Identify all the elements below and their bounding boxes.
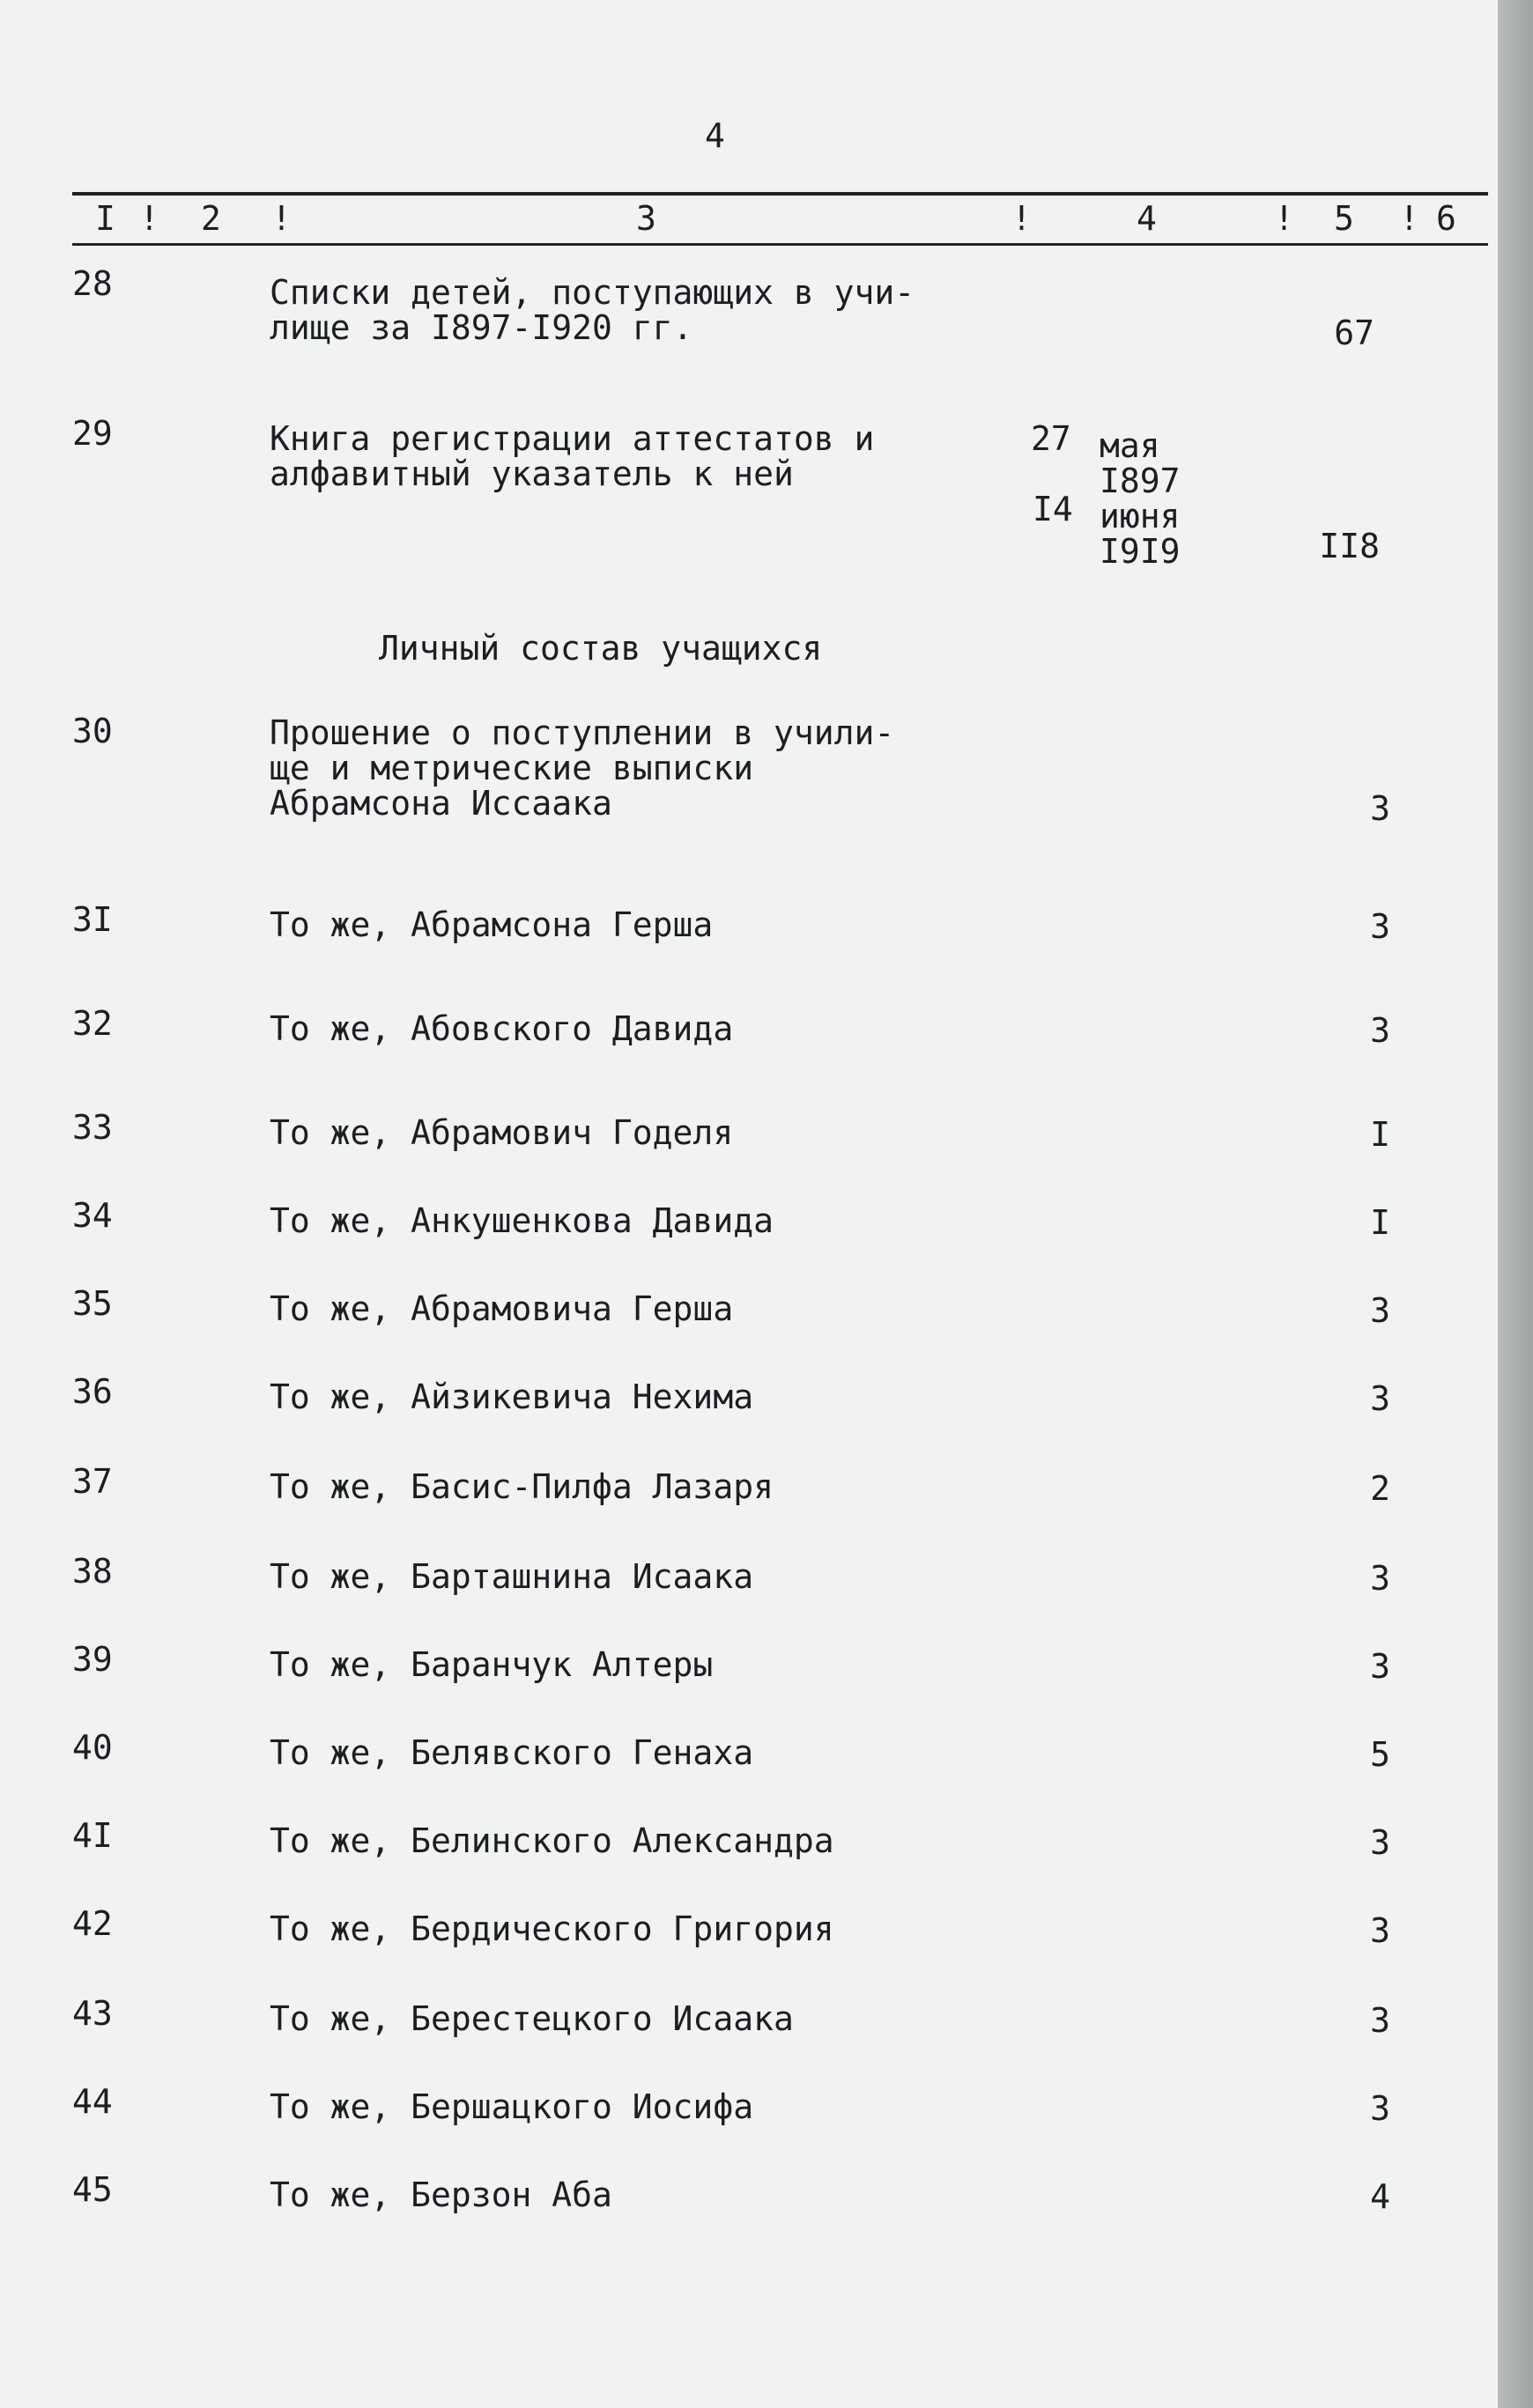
col-header-5: 5 (1334, 199, 1356, 238)
entry-number: 3I (72, 900, 113, 939)
table-header-bottom-rule (72, 243, 1488, 246)
entry-title: Прошение о поступлении в учили- ще и метрические выписки Абрамсона Иссаака (270, 713, 895, 823)
entry-number: 45 (72, 2170, 113, 2209)
entry-title: То же, Бершацкого Иосифа (270, 2087, 754, 2126)
date-from-day: 27 (1031, 419, 1071, 458)
entry-sheet-count: 3 (1370, 1291, 1390, 1330)
date-to-day: I4 (1033, 490, 1073, 528)
entry-number: 32 (72, 1004, 113, 1043)
entry-number: 37 (72, 1462, 113, 1501)
entry-sheet-count: 3 (1370, 1011, 1390, 1050)
entry-title: То же, Абовского Давида (270, 1009, 734, 1048)
entry-title: То же, Барташнина Исаака (270, 1557, 754, 1596)
entry-sheet-count: 2 (1370, 1469, 1390, 1508)
entry-number: 30 (72, 712, 113, 750)
entry-number: 36 (72, 1372, 113, 1411)
entry-title: То же, Басис-Пилфа Лазаря (270, 1467, 774, 1506)
entry-sheet-count: 3 (1370, 1647, 1390, 1686)
entry-number: 33 (72, 1108, 113, 1147)
date-from-month-year: мая I897 (1100, 426, 1181, 500)
entry-number: 42 (72, 1904, 113, 1943)
entry-sheet-count: 3 (1370, 2001, 1390, 2040)
entry-sheet-count: II8 (1319, 527, 1380, 565)
entry-sheet-count: 67 (1334, 314, 1374, 352)
col-header-4: 4 (1137, 199, 1159, 238)
entry-title: То же, Бердического Григория (270, 1909, 834, 1948)
entry-title: То же, Баранчук Алтеры (270, 1645, 714, 1684)
entry-number: 4I (72, 1816, 113, 1855)
entry-number: 29 (72, 414, 113, 453)
entry-number: 38 (72, 1552, 113, 1591)
entry-sheet-count: 3 (1370, 907, 1390, 946)
entry-title: То же, Белинского Александра (270, 1821, 834, 1860)
page-number: 4 (705, 116, 725, 155)
entry-sheet-count: 3 (1370, 1379, 1390, 1418)
entry-sheet-count: I (1370, 1203, 1390, 1242)
col-separator: ! (1274, 199, 1296, 238)
entry-sheet-count: 5 (1370, 1735, 1390, 1774)
date-to-month-year: июня I9I9 (1100, 497, 1181, 571)
page-edge (1498, 0, 1533, 2408)
entry-sheet-count: 3 (1370, 2089, 1390, 2128)
col-separator: ! (1011, 199, 1033, 238)
entry-number: 43 (72, 1994, 113, 2033)
col-header-1: I (95, 199, 117, 238)
entry-number: 28 (72, 264, 113, 303)
entry-number: 39 (72, 1640, 113, 1679)
entry-number: 44 (72, 2082, 113, 2121)
col-header-3: 3 (636, 199, 658, 238)
section-title: Личный состав учащихся (379, 629, 823, 668)
col-separator: ! (139, 199, 161, 238)
entry-number: 35 (72, 1284, 113, 1323)
entry-title: Списки детей, поступающих в учи- лище за I897-I920 гг. (270, 273, 915, 347)
col-header-6: 6 (1436, 199, 1458, 238)
entry-sheet-count: 3 (1370, 789, 1390, 828)
table-header-top-rule (72, 192, 1488, 196)
col-header-2: 2 (201, 199, 223, 238)
entry-title: То же, Абрамович Годеля (270, 1113, 734, 1152)
entry-title: То же, Анкушенкова Давида (270, 1201, 774, 1240)
entry-title: То же, Белявского Генаха (270, 1733, 754, 1772)
entry-title: То же, Айзикевича Нехима (270, 1378, 754, 1416)
entry-sheet-count: 4 (1370, 2177, 1390, 2216)
entry-sheet-count: 3 (1370, 1823, 1390, 1862)
entry-title: Книга регистрации аттестатов и алфавитный указатель к ней (270, 419, 875, 493)
entry-number: 40 (72, 1728, 113, 1767)
entry-sheet-count: I (1370, 1115, 1390, 1154)
entry-title: То же, Абрамсона Герша (270, 905, 714, 944)
col-separator: ! (271, 199, 293, 238)
entry-title: То же, Берестецкого Исаака (270, 1999, 794, 2038)
entry-title: То же, Абрамовича Герша (270, 1289, 734, 1328)
entry-number: 34 (72, 1196, 113, 1235)
entry-title: То же, Берзон Аба (270, 2175, 612, 2214)
col-separator: ! (1399, 199, 1421, 238)
entry-sheet-count: 3 (1370, 1911, 1390, 1950)
entry-sheet-count: 3 (1370, 1559, 1390, 1598)
